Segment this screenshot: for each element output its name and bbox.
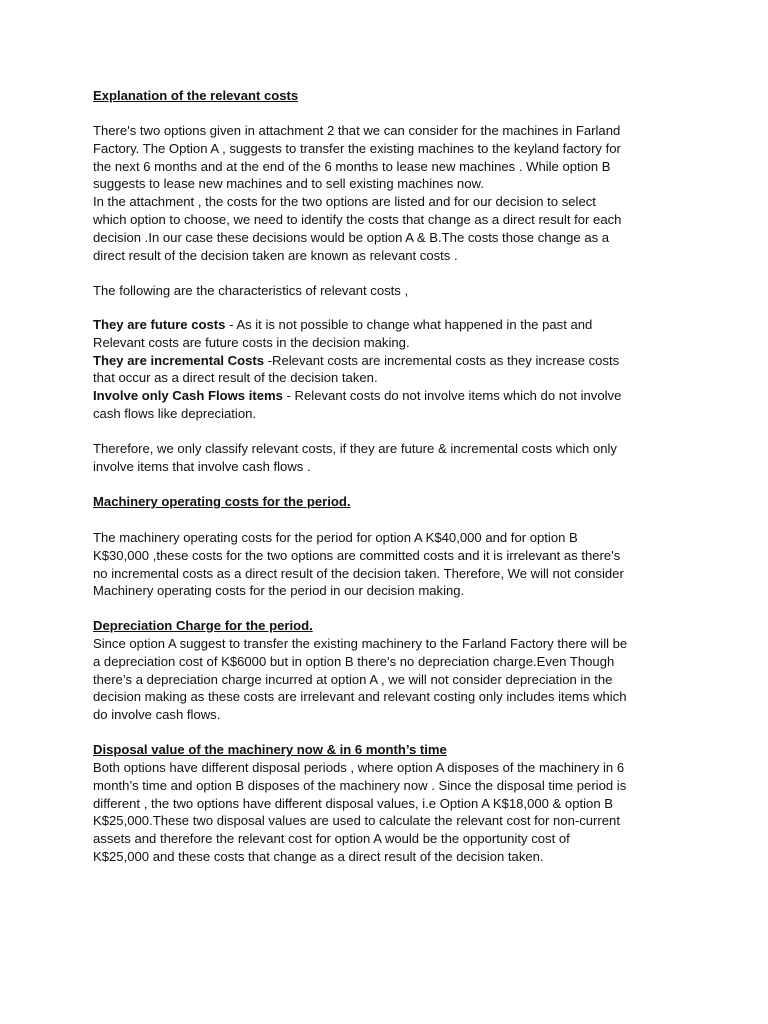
text-line: Machinery operating costs for the period in our decision making.	[93, 583, 465, 599]
text-line: K$25,000 and these costs that change as a direct result of the decision taken.	[93, 848, 544, 864]
text-line: different , the two options have different disposal values, i.e Option A K$18,000 & option B	[93, 795, 613, 811]
text-line: Therefore, we only classify relevant costs, if they are future & incremental costs which only	[93, 441, 617, 456]
text-line: a depreciation cost of K$6000 but in option B there's no depreciation charge.Even Though	[93, 653, 615, 669]
text-line: The machinery operating costs for the period for option A K$40,000 and for option B	[93, 530, 578, 545]
text-line: which option to choose, we need to identify the costs that change as a direct result for each	[93, 211, 622, 227]
text-line: Since option A suggest to transfer the existing machinery to the Farland Factory there will be	[93, 636, 628, 651]
intro-paragraph	[93, 122, 683, 264]
text-line: direct result of the decision taken are known as relevant costs .	[93, 247, 458, 263]
depreciation-paragraph	[93, 635, 683, 724]
characteristic-incremental	[93, 352, 683, 370]
text-line: In the attachment , the costs for the two options are listed and for our decision to select	[93, 194, 596, 210]
text-line: the next 6 months and at the end of the 6 months to lease new machines . While option B	[93, 158, 611, 174]
term-future: They are future costs	[93, 317, 226, 332]
text-line: Factory. The Option A , suggests to transfer the existing machines to the keyland factory for	[93, 140, 621, 156]
operating-paragraph	[93, 529, 683, 600]
heading-disposal: Disposal value of the machinery now & in 6 month’s time	[93, 742, 447, 757]
characteristic-cashflow	[93, 387, 683, 405]
term-cashflow: Involve only Cash Flows items	[93, 388, 283, 404]
text-line: K$25,000.These two disposal values are used to calculate the relevant cost for non-current	[93, 813, 620, 829]
text-line: no incremental costs as a direct result of the decision taken. Therefore, We will not consider	[93, 565, 624, 581]
characteristics-list	[93, 316, 683, 423]
text-line: do involve cash flows.	[93, 707, 221, 723]
text-line: there’s a depreciation charge incurred at option A , we will not consider depreciation in the	[93, 671, 613, 687]
term-incremental: They are incremental Costs	[93, 352, 265, 368]
text-line: There's two options given in attachment 2 that we can consider for the machines in Farland	[93, 123, 621, 138]
disposal-paragraph	[93, 759, 683, 866]
text-line: assets and therefore the relevant cost for option A would be the opportunity cost of	[93, 831, 570, 847]
characteristic-future	[93, 316, 683, 334]
heading-depreciation: Depreciation Charge for the period.	[93, 618, 313, 633]
text-line: involve items that involve cash flows .	[93, 458, 311, 474]
text-line: cash flows like depreciation.	[93, 405, 257, 421]
text-line: decision .In our case these decisions would be option A & B.The costs those change as a	[93, 229, 610, 245]
text-future: - As it is not possible to change what happened in the past and	[225, 317, 593, 332]
text-line: Both options have different disposal periods , where option A disposes of the machinery in 6	[93, 760, 625, 775]
text-line: Relevant costs are future costs in the decision making.	[93, 334, 410, 350]
text-line: suggests to lease new machines and to sell existing machines now.	[93, 176, 484, 192]
characteristics-intro: The following are the characteristics of relevant costs ,	[93, 283, 409, 298]
text-incremental: -Relevant costs are incremental costs as they increase costs	[264, 352, 620, 368]
heading-operating-costs: Machinery operating costs for the period.	[93, 494, 351, 509]
heading-explanation: Explanation of the relevant costs	[93, 88, 299, 103]
text-line: that occur as a direct result of the decision taken.	[93, 370, 378, 386]
text-line: decision making as these costs are irrelevant and relevant costing only includes items which	[93, 689, 627, 705]
text-line: month’s time and option B disposes of the machinery now . Since the disposal time period is	[93, 777, 627, 793]
text-line: K$30,000 ,these costs for the two options are committed costs and it is irrelevant as there's	[93, 547, 621, 563]
text-cashflow: - Relevant costs do not involve items which do not involve	[282, 388, 622, 404]
therefore-paragraph	[93, 440, 683, 476]
